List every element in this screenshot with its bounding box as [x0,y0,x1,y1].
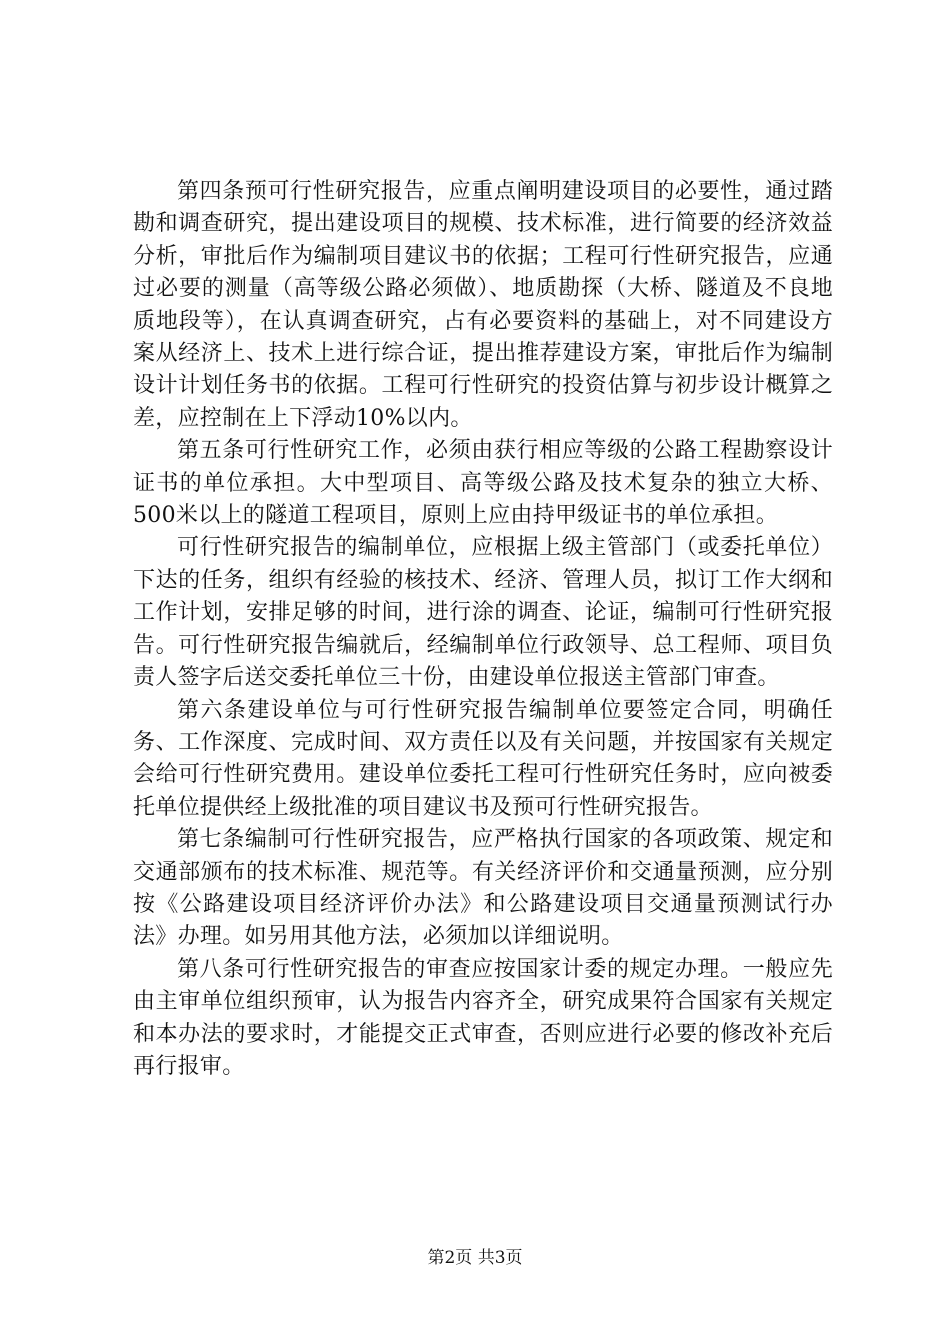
document-body [133,176,833,1083]
paragraph-article-7: 第七条编制可行性研究报告，应严格执行国家的各项政策、规定和交通部颁布的技术标准、规范等。有关经济评价和交通量预测，应分别按《公路建设项目经济评价办法》和公路建设项目交通量预测试行办法》办理。如另用其他方法，必须加以详细说明。 [133,827,833,950]
paragraph-compiling-unit: 可行性研究报告的编制单位，应根据上级主管部门（或委托单位）下达的任务，组织有经验的核技术、经济、管理人员，拟订工作大纲和工作计划，安排足够的时间，进行涂的调查、论证，编制可行性研究报告。可行性研究报告编就后，经编制单位行政领导、总工程师、项目负责人签字后送交委托单位三十份，由建设单位报送主管部门审查。 [133,535,833,691]
page-footer: 第2页 共3页 [427,1248,523,1268]
paragraph-article-5: 第五条可行性研究工作，必须由获行相应等级的公路工程勘察设计证书的单位承担。大中型项目、高等级公路及技术复杂的独立大桥、500米以上的隧道工程项目，原则上应由持甲级证书的单位承担。 [133,438,833,529]
paragraph-article-4: 第四条预可行性研究报告，应重点阐明建设项目的必要性，通过踏勘和调查研究，提出建设项目的规模、技术标准，进行简要的经济效益分析，审批后作为编制项目建议书的依据；工程可行性研究报告，应通过必要的测量（高等级公路必须做）、地质勘探（大桥、隧道及不良地质地段等），在认真调查研究，占有必要资料的基础上，对不同建设方案从经济上、技术上进行综合证，提出推荐建设方案，审批后作为编制设计计划任务书的依据。工程可行性研究的投资估算与初步设计概算之差，应控制在上下浮动10%以内。 [133,179,833,431]
paragraph-article-6: 第六条建设单位与可行性研究报告编制单位要签定合同，明确任务、工作深度、完成时间、双方责任以及有关问题，并按国家有关规定会给可行性研究费用。建设单位委托工程可行性研究任务时，应向被委托单位提供经上级批准的项目建议书及预可行性研究报告。 [133,697,833,820]
paragraph-article-8: 第八条可行性研究报告的审查应按国家计委的规定办理。一般应先由主审单位组织预审，认为报告内容齐全，研究成果符合国家有关规定和本办法的要求时，才能提交正式审查，否则应进行必要的修改补充后再行报审。 [133,956,833,1079]
